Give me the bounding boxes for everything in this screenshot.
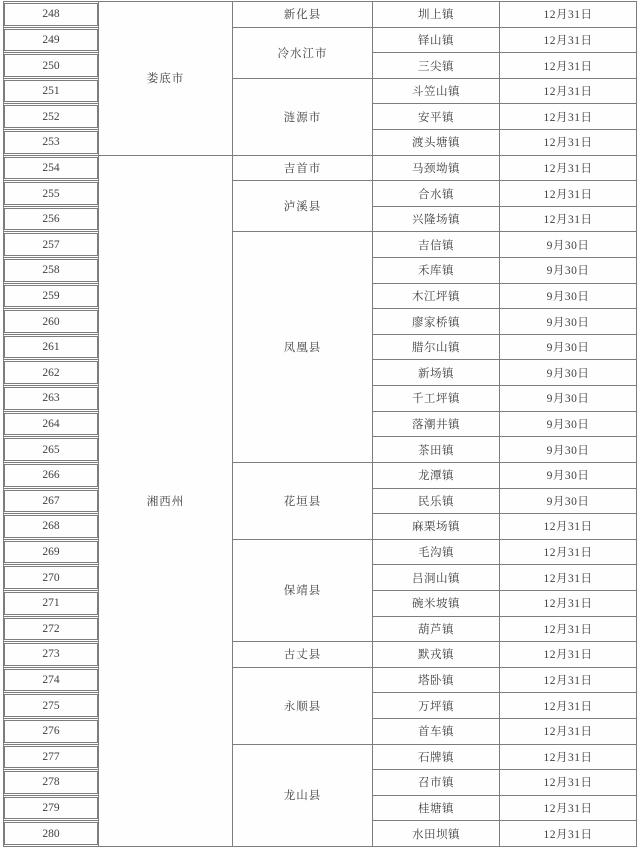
town-cell xyxy=(373,745,499,770)
row-number-box: 275 xyxy=(4,694,98,717)
town-cell-label: 马颈坳镇 xyxy=(412,162,460,175)
town-cell xyxy=(373,130,499,155)
row-number-box: 270 xyxy=(4,566,98,589)
row-number-cell xyxy=(4,181,98,206)
row-number-cell xyxy=(4,53,98,78)
county-merged-cell-label: 吉首市 xyxy=(283,162,322,175)
row-number-cell xyxy=(4,540,98,565)
town-cell-label: 千工坪镇 xyxy=(412,393,460,406)
town-cell-label: 万坪镇 xyxy=(418,700,454,713)
row-number-box: 280 xyxy=(4,822,98,845)
town-cell xyxy=(373,386,499,411)
deadline-cell-label: 12月31日 xyxy=(543,137,593,150)
town-cell-label: 首车镇 xyxy=(418,726,454,739)
town-cell xyxy=(373,232,499,257)
deadline-cell xyxy=(500,130,636,155)
deadline-cell xyxy=(500,489,636,514)
deadline-cell xyxy=(500,591,636,616)
deadline-cell-label: 9月30日 xyxy=(546,265,590,278)
deadline-cell xyxy=(500,335,636,360)
town-cell xyxy=(373,463,499,488)
row-number-box: 256 xyxy=(4,208,98,231)
town-cell xyxy=(373,617,499,642)
county-merged-cell xyxy=(233,232,372,461)
county-merged-cell-label: 涟源市 xyxy=(283,111,322,124)
row-number-cell xyxy=(4,770,98,795)
city-merged-cell xyxy=(99,156,232,846)
deadline-cell xyxy=(500,617,636,642)
deadline-cell xyxy=(500,79,636,104)
county-merged-cell-label: 花垣县 xyxy=(283,495,322,508)
town-cell xyxy=(373,360,499,385)
row-number-box: 279 xyxy=(4,797,98,820)
row-number-box: 251 xyxy=(4,80,98,103)
row-number-cell xyxy=(4,284,98,309)
deadline-cell xyxy=(500,412,636,437)
town-cell xyxy=(373,591,499,616)
row-number-box: 278 xyxy=(4,771,98,794)
row-number-box: 273 xyxy=(4,643,98,666)
town-cell xyxy=(373,642,499,667)
town-cell xyxy=(373,489,499,514)
town-cell-label: 木江坪镇 xyxy=(412,290,460,303)
deadline-cell-label: 12月31日 xyxy=(543,751,593,764)
deadline-cell xyxy=(500,514,636,539)
row-number-box: 252 xyxy=(4,105,98,128)
county-merged-cell xyxy=(233,642,372,667)
row-number-cell xyxy=(4,668,98,693)
deadline-cell-label: 12月31日 xyxy=(543,214,593,227)
town-cell-label: 茶田镇 xyxy=(418,444,454,457)
deadline-cell-label: 9月30日 xyxy=(546,316,590,329)
deadline-cell-label: 9月30日 xyxy=(546,444,590,457)
deadline-cell-label: 12月31日 xyxy=(543,726,593,739)
town-cell xyxy=(373,565,499,590)
row-number-box: 268 xyxy=(4,515,98,538)
deadline-cell xyxy=(500,821,636,846)
town-cell-label: 默戎镇 xyxy=(418,649,454,662)
town-cell xyxy=(373,540,499,565)
town-cell-label: 水田坝镇 xyxy=(412,828,460,841)
town-cell xyxy=(373,309,499,334)
deadline-cell-label: 12月31日 xyxy=(543,34,593,47)
town-cell xyxy=(373,181,499,206)
row-number-box: 249 xyxy=(4,29,98,52)
town-cell-label: 石牌镇 xyxy=(418,751,454,764)
town-cell xyxy=(373,821,499,846)
town-cell-label: 铎山镇 xyxy=(418,34,454,47)
deadline-cell xyxy=(500,207,636,232)
deadline-cell xyxy=(500,53,636,78)
county-merged-cell-label: 永顺县 xyxy=(283,700,322,713)
deadline-cell-label: 9月30日 xyxy=(546,367,590,380)
row-number-box: 260 xyxy=(4,310,98,333)
row-number-cell xyxy=(4,207,98,232)
town-cell xyxy=(373,693,499,718)
row-number-box: 267 xyxy=(4,490,98,513)
row-number-box: 258 xyxy=(4,259,98,282)
town-cell-label: 渡头塘镇 xyxy=(412,137,460,150)
deadline-cell xyxy=(500,258,636,283)
town-cell xyxy=(373,335,499,360)
town-cell-label: 吕洞山镇 xyxy=(412,572,460,585)
county-merged-cell-label: 新化县 xyxy=(283,9,322,22)
deadline-cell xyxy=(500,437,636,462)
deadline-cell xyxy=(500,181,636,206)
county-merged-cell xyxy=(233,463,372,539)
town-cell xyxy=(373,668,499,693)
town-cell-label: 塔卧镇 xyxy=(418,675,454,688)
row-number-cell xyxy=(4,28,98,53)
row-number-box: 264 xyxy=(4,413,98,436)
row-number-cell xyxy=(4,386,98,411)
county-merged-cell xyxy=(233,181,372,231)
county-merged-cell xyxy=(233,540,372,641)
town-cell-label: 碗米坡镇 xyxy=(412,598,460,611)
deadline-cell-label: 12月31日 xyxy=(543,111,593,124)
deadline-cell xyxy=(500,770,636,795)
deadline-cell xyxy=(500,232,636,257)
row-number-box: 272 xyxy=(4,618,98,641)
town-cell xyxy=(373,207,499,232)
row-number-box: 254 xyxy=(4,157,98,180)
town-cell xyxy=(373,53,499,78)
row-number-cell xyxy=(4,796,98,821)
deadline-cell xyxy=(500,156,636,181)
deadline-cell-label: 12月31日 xyxy=(543,9,593,22)
document-table xyxy=(3,1,637,847)
town-cell-label: 民乐镇 xyxy=(418,495,454,508)
deadline-cell xyxy=(500,28,636,53)
row-number-cell xyxy=(4,463,98,488)
town-cell-label: 新场镇 xyxy=(418,367,454,380)
row-number-box: 253 xyxy=(4,131,98,154)
deadline-cell-label: 9月30日 xyxy=(546,470,590,483)
deadline-cell xyxy=(500,796,636,821)
row-number-cell xyxy=(4,514,98,539)
city-merged-cell-label: 娄底市 xyxy=(146,73,185,86)
row-number-box: 266 xyxy=(4,464,98,487)
town-cell-label: 兴隆场镇 xyxy=(412,214,460,227)
row-number-box: 277 xyxy=(4,746,98,769)
town-cell xyxy=(373,514,499,539)
county-merged-cell xyxy=(233,28,372,78)
county-merged-cell-label: 保靖县 xyxy=(283,585,322,598)
deadline-cell-label: 9月30日 xyxy=(546,418,590,431)
row-number-box: 261 xyxy=(4,336,98,359)
deadline-cell-label: 12月31日 xyxy=(543,188,593,201)
deadline-cell xyxy=(500,284,636,309)
deadline-cell xyxy=(500,719,636,744)
county-merged-cell xyxy=(233,79,372,155)
row-number-box: 263 xyxy=(4,387,98,410)
town-cell-label: 廖家桥镇 xyxy=(412,316,460,329)
row-number-box: 257 xyxy=(4,233,98,256)
town-cell-label: 召市镇 xyxy=(418,777,454,790)
row-number-box: 265 xyxy=(4,438,98,461)
deadline-cell-label: 12月31日 xyxy=(543,700,593,713)
row-number-cell xyxy=(4,360,98,385)
row-number-box: 276 xyxy=(4,720,98,743)
deadline-cell xyxy=(500,693,636,718)
town-cell xyxy=(373,796,499,821)
deadline-cell xyxy=(500,565,636,590)
town-cell-label: 毛沟镇 xyxy=(418,547,454,560)
town-cell-label: 落潮井镇 xyxy=(412,418,460,431)
row-number-cell xyxy=(4,821,98,846)
deadline-cell-label: 9月30日 xyxy=(546,290,590,303)
town-cell-label: 葫芦镇 xyxy=(418,623,454,636)
town-cell-label: 三尖镇 xyxy=(418,60,454,73)
deadline-cell-label: 12月31日 xyxy=(543,547,593,560)
town-cell xyxy=(373,719,499,744)
row-number-box: 262 xyxy=(4,361,98,384)
town-cell xyxy=(373,258,499,283)
deadline-cell-label: 12月31日 xyxy=(543,521,593,534)
row-number-cell xyxy=(4,232,98,257)
row-number-cell xyxy=(4,745,98,770)
town-cell-label: 吉信镇 xyxy=(418,239,454,252)
town-cell-label: 斗笠山镇 xyxy=(412,86,460,99)
deadline-cell-label: 12月31日 xyxy=(543,60,593,73)
deadline-cell xyxy=(500,463,636,488)
town-cell xyxy=(373,79,499,104)
row-number-box: 274 xyxy=(4,669,98,692)
deadline-cell-label: 12月31日 xyxy=(543,675,593,688)
deadline-cell-label: 9月30日 xyxy=(546,495,590,508)
deadline-cell-label: 12月31日 xyxy=(543,86,593,99)
deadline-cell-label: 12月31日 xyxy=(543,777,593,790)
deadline-cell xyxy=(500,104,636,129)
county-merged-cell-label: 凤凰县 xyxy=(283,342,322,355)
row-number-cell xyxy=(4,412,98,437)
deadline-cell xyxy=(500,2,636,27)
row-number-cell xyxy=(4,258,98,283)
deadline-cell xyxy=(500,745,636,770)
county-merged-cell xyxy=(233,745,372,846)
town-cell xyxy=(373,284,499,309)
county-merged-cell-label: 泸溪县 xyxy=(283,201,322,214)
row-number-box: 250 xyxy=(4,54,98,77)
town-cell-label: 圳上镇 xyxy=(418,9,454,22)
town-cell xyxy=(373,28,499,53)
row-number-cell xyxy=(4,79,98,104)
town-cell-label: 腊尔山镇 xyxy=(412,342,460,355)
deadline-cell-label: 12月31日 xyxy=(543,162,593,175)
row-number-cell xyxy=(4,565,98,590)
deadline-cell-label: 12月31日 xyxy=(543,649,593,662)
row-number-cell xyxy=(4,130,98,155)
deadline-cell-label: 12月31日 xyxy=(543,572,593,585)
row-number-cell xyxy=(4,156,98,181)
town-cell xyxy=(373,412,499,437)
county-merged-cell-label: 龙山县 xyxy=(283,790,322,803)
row-number-box: 255 xyxy=(4,182,98,205)
row-number-cell xyxy=(4,2,98,27)
deadline-cell-label: 12月31日 xyxy=(543,803,593,816)
deadline-cell xyxy=(500,668,636,693)
row-number-cell xyxy=(4,104,98,129)
town-cell xyxy=(373,104,499,129)
town-cell-label: 桂塘镇 xyxy=(418,803,454,816)
town-cell xyxy=(373,770,499,795)
city-merged-cell xyxy=(99,2,232,155)
county-merged-cell-label: 古丈县 xyxy=(283,649,322,662)
row-number-box: 259 xyxy=(4,285,98,308)
row-number-box: 269 xyxy=(4,541,98,564)
city-merged-cell-label: 湘西州 xyxy=(146,495,185,508)
deadline-cell-label: 9月30日 xyxy=(546,342,590,355)
row-number-cell xyxy=(4,617,98,642)
deadline-cell-label: 12月31日 xyxy=(543,623,593,636)
county-merged-cell-label: 冷水江市 xyxy=(277,47,328,60)
county-merged-cell xyxy=(233,156,372,181)
town-cell xyxy=(373,156,499,181)
town-cell-label: 麻栗场镇 xyxy=(412,521,460,534)
town-cell-label: 安平镇 xyxy=(418,111,454,124)
deadline-cell xyxy=(500,309,636,334)
deadline-cell xyxy=(500,540,636,565)
row-number-box: 248 xyxy=(4,3,98,26)
deadline-cell-label: 12月31日 xyxy=(543,598,593,611)
row-number-cell xyxy=(4,719,98,744)
row-number-box: 271 xyxy=(4,592,98,615)
row-number-cell xyxy=(4,693,98,718)
county-merged-cell xyxy=(233,2,372,27)
row-number-cell xyxy=(4,591,98,616)
deadline-cell xyxy=(500,642,636,667)
town-cell xyxy=(373,437,499,462)
row-number-cell xyxy=(4,642,98,667)
town-cell-label: 禾库镇 xyxy=(418,265,454,278)
row-number-cell xyxy=(4,309,98,334)
deadline-cell-label: 12月31日 xyxy=(543,828,593,841)
deadline-cell xyxy=(500,386,636,411)
deadline-cell xyxy=(500,360,636,385)
county-merged-cell xyxy=(233,668,372,744)
town-cell-label: 合水镇 xyxy=(418,188,454,201)
row-number-cell xyxy=(4,437,98,462)
row-number-cell xyxy=(4,489,98,514)
deadline-cell-label: 9月30日 xyxy=(546,393,590,406)
deadline-cell-label: 9月30日 xyxy=(546,239,590,252)
town-cell-label: 龙潭镇 xyxy=(418,470,454,483)
row-number-cell xyxy=(4,335,98,360)
town-cell xyxy=(373,2,499,27)
